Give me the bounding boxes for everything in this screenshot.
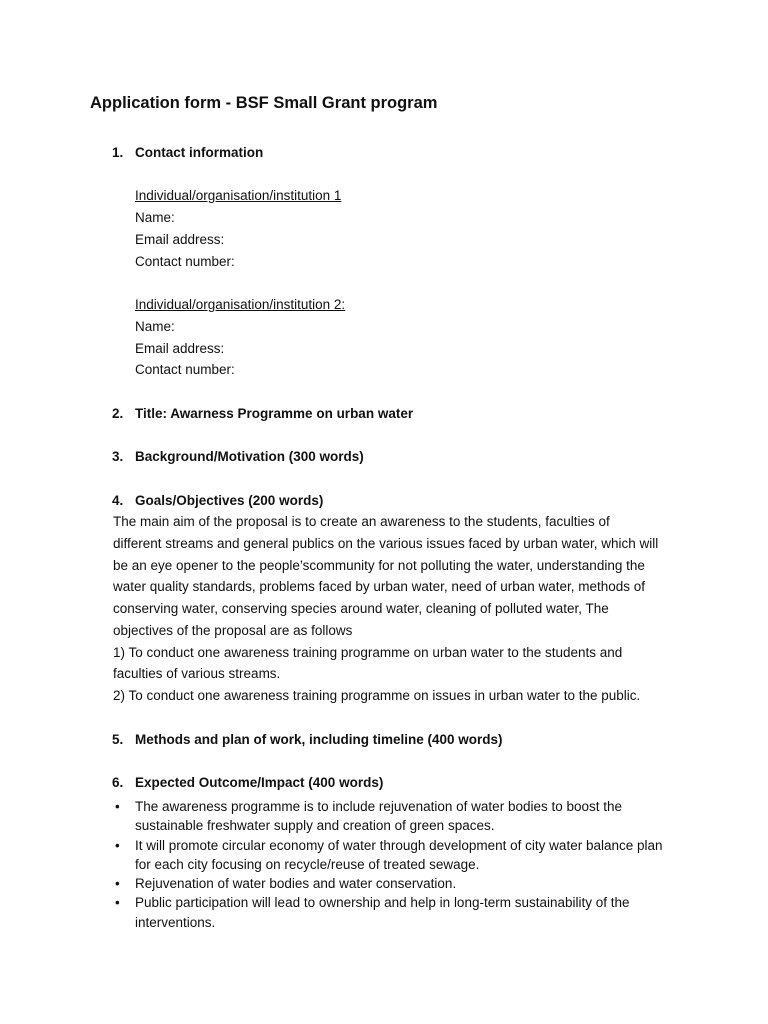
bullet-icon: • — [115, 895, 120, 911]
institution-1-heading: Individual/organisation/institution 1 — [135, 188, 342, 203]
list-item-text: Public participation will lead to ownership and help in long-term sustainability of the interventions. — [135, 895, 630, 930]
section-heading: Background/Motivation (300 words) — [135, 449, 364, 464]
institution-1-email-label: Email address: — [135, 232, 225, 247]
list-item — [113, 836, 673, 875]
page-title: Application form - BSF Small Grant program — [90, 94, 438, 112]
section-number: 1. — [112, 145, 124, 160]
section-number: 5. — [112, 732, 124, 747]
bullet-icon: • — [115, 876, 120, 892]
list-item — [113, 797, 673, 836]
institution-2-email-label: Email address: — [135, 341, 225, 356]
section-heading: Title: Awarness Programme on urban water — [135, 406, 414, 421]
bullet-icon: • — [115, 799, 120, 814]
section-methods-heading — [112, 732, 503, 747]
list-item-text: It will promote circular economy of water through development of city water balance plan for each city focusing on recycle/reuse of treated sewage. — [135, 837, 663, 872]
section-contact-heading — [112, 145, 263, 160]
institution-2-phone-label: Contact number: — [135, 362, 235, 377]
goals-text-line: faculties of various streams. — [113, 666, 281, 681]
section-title-heading — [112, 406, 413, 421]
section-heading: Methods and plan of work, including timeline (400 words) — [135, 732, 503, 747]
list-item-text: Rejuvenation of water bodies and water conservation. — [135, 876, 457, 892]
goals-text-line: conserving water, conserving species around water, cleaning of polluted water, The — [113, 601, 609, 616]
section-number: 6. — [112, 775, 124, 790]
institution-2-name-label: Name: — [135, 319, 175, 334]
list-item — [113, 874, 673, 893]
section-number: 3. — [112, 449, 124, 464]
outcome-bullet-list — [113, 797, 673, 932]
institution-2-heading: Individual/organisation/institution 2: — [135, 297, 346, 312]
institution-1-name-label: Name: — [135, 210, 175, 225]
section-outcome-heading — [112, 775, 383, 790]
goals-text-line: The main aim of the proposal is to create an awareness to the students, faculties of — [113, 514, 610, 529]
section-number: 2. — [112, 406, 124, 421]
goals-text-line: 2) To conduct one awareness training programme on issues in urban water to the public. — [113, 688, 641, 703]
goals-text-line: be an eye opener to the people’scommunity for not polluting the water, understanding the — [113, 558, 645, 573]
section-heading: Expected Outcome/Impact (400 words) — [135, 775, 384, 790]
goals-text-line: 1) To conduct one awareness training programme on urban water to the students and — [113, 645, 623, 660]
institution-1-phone-label: Contact number: — [135, 254, 235, 269]
section-heading: Contact information — [135, 145, 264, 160]
list-item — [113, 893, 673, 932]
section-heading: Goals/Objectives (200 words) — [135, 493, 324, 508]
section-number: 4. — [112, 493, 124, 508]
bullet-icon: • — [115, 837, 120, 853]
goals-text-line: different streams and general publics on the various issues faced by urban water, which will — [113, 536, 659, 551]
goals-text-line: objectives of the proposal are as follows — [113, 623, 353, 638]
goals-text-line: water quality standards, problems faced by urban water, need of urban water, methods of — [113, 579, 646, 594]
section-background-heading — [112, 449, 364, 464]
list-item-text: The awareness programme is to include rejuvenation of water bodies to boost the sustainable freshwater supply and creation of green spaces. — [135, 799, 623, 834]
section-goals-heading — [112, 493, 323, 508]
